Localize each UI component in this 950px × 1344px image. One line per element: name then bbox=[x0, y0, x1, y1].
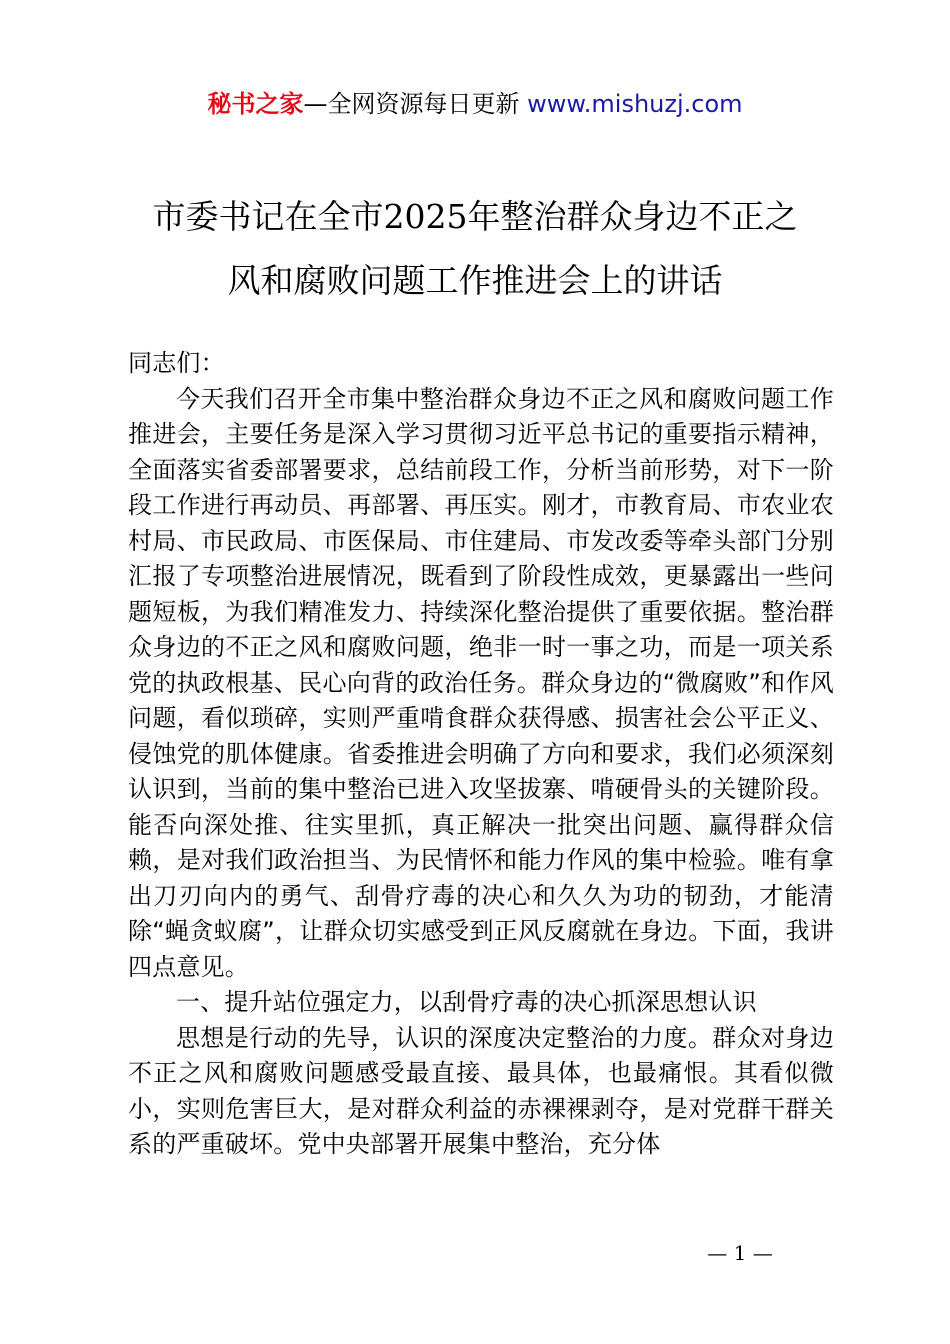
site-url-link[interactable]: www.mishuzj.com bbox=[527, 90, 743, 118]
document-title bbox=[110, 185, 840, 313]
paragraph-section-1: 思想是行动的先导，认识的深度决定整治的力度。群众对身边不正之风和腐败问题感受最直接、最具体，也最痛恨。其看似微小，实则危害巨大，是对群众利益的赤裸裸剥夺，是对党群干群关系的严重破坏。党中央部署开展集中整治，充分体 bbox=[128, 1023, 834, 1158]
document-body bbox=[128, 346, 834, 1163]
banner-tagline: —全网资源每日更新 bbox=[303, 90, 528, 118]
title-line-1: 市委书记在全市2025年整治群众身边不正之 bbox=[152, 197, 798, 236]
paragraph-intro: 今天我们召开全市集中整治群众身边不正之风和腐败问题工作推进会，主要任务是深入学习贯彻习近平总书记的重要指示精神，全面落实省委部署要求，总结前段工作，分析当前形势，对下一阶段工作进行再动员、再部署、再压实。刚才，市教育局、市农业农村局、市民政局、市医保局、市住建局、市发改委等牵头部门分别汇报了专项整治进展情况，既看到了阶段性成效，更暴露出一些问题短板，为我们精准发力、持续深化整治提供了重要依据。整治群众身边的不正之风和腐败问题，绝非一时一事之功，而是一项关系党的执政根基、民心向背的政治任务。群众身边的“微腐败”和作风问题，看似琐碎，实则严重啃食群众获得感、损害社会公平正义、侵蚀党的肌体健康。省委推进会明确了方向和要求，我们必须深刻认识到，当前的集中整治已进入攻坚拔寨、啃硬骨头的关键阶段。能否向深处推、往实里抓，真正解决一批突出问题、赢得群众信赖，是对我们政治担当、为民情怀和能力作风的集中检验。唯有拿出刀刃向内的勇气、刮骨疗毒的决心和久久为功的韧劲，才能清除“蝇贪蚁腐”，让群众切实感受到正风反腐就在身边。下面，我讲四点意见。 bbox=[128, 384, 834, 981]
title-line-2: 风和腐败问题工作推进会上的讲话 bbox=[227, 261, 723, 300]
site-banner bbox=[0, 86, 950, 122]
brand-name: 秘书之家 bbox=[207, 90, 304, 118]
page-number: — 1 — bbox=[707, 1241, 773, 1265]
salutation: 同志们： bbox=[128, 349, 225, 377]
section-heading-1: 一、提升站位强定力，以刮骨疗毒的决心抓深思想认识 bbox=[176, 988, 757, 1016]
